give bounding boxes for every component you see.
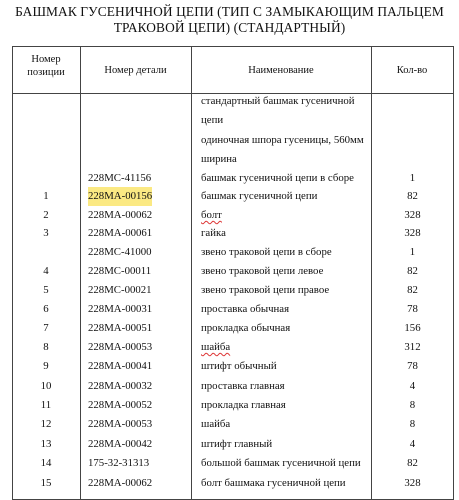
cell-qty: 4 <box>409 438 416 450</box>
cell-part-number: 228MA-00052 <box>88 399 153 411</box>
cell-position: 9 <box>43 360 49 372</box>
header-position-line2: позиции <box>27 67 65 78</box>
cell-name: звено траковой цепи правое <box>201 284 330 296</box>
cell-position: 10 <box>40 380 52 392</box>
note-line: одиночная шпора гусеницы, 560мм <box>201 134 364 146</box>
title-line-2: ТРАКОВОЙ ЦЕПИ) (СТАНДАРТНЫЙ) <box>113 20 346 35</box>
cell-qty: 8 <box>409 418 416 430</box>
cell-name: большой башмак гусеничной цепи <box>201 457 361 469</box>
cell-qty: 8 <box>409 399 416 411</box>
cell-part-number: 175-32-31313 <box>88 457 150 469</box>
cell-position: 5 <box>43 284 49 296</box>
cell-part-number: 228MA-00042 <box>88 438 153 450</box>
note-line: ширина <box>201 153 237 165</box>
cell-name: звено траковой цепи в сборе <box>201 246 332 258</box>
document-title <box>0 4 459 36</box>
cell-name: штифт обычный <box>201 360 277 372</box>
parts-table <box>12 46 454 500</box>
cell-name: шайба <box>201 418 231 430</box>
note-row <box>12 131 454 150</box>
cell-part-number: 228MA-00062 <box>88 477 153 489</box>
cell-part-number: 228MC-00021 <box>88 284 152 296</box>
cell-qty: 82 <box>407 284 418 296</box>
table-row <box>12 281 454 300</box>
cell-position: 2 <box>43 209 49 221</box>
cell-position: 4 <box>43 265 49 277</box>
cell-part-number: 228MA-00031 <box>88 303 153 315</box>
cell-part-number: 228MA-00053 <box>88 341 153 353</box>
cell-name: шайба <box>201 341 231 353</box>
table-row <box>12 169 454 188</box>
cell-qty: 328 <box>404 477 421 489</box>
cell-qty: 4 <box>409 380 416 392</box>
table-row <box>12 300 454 319</box>
cell-position: 3 <box>43 227 49 239</box>
table-row <box>12 243 454 262</box>
cell-name: прокладка обычная <box>201 322 291 334</box>
header-part-number: Номер детали <box>104 65 167 76</box>
cell-part-number-highlighted: 228MA-00156 <box>88 187 152 206</box>
cell-name: проставка главная <box>201 380 285 392</box>
cell-name: гайка <box>201 227 226 239</box>
table-row <box>12 435 454 454</box>
cell-name: башмак гусеничной цепи <box>201 190 318 202</box>
table-row <box>12 454 454 473</box>
cell-name: проставка обычная <box>201 303 290 315</box>
cell-name: звено траковой цепи левое <box>201 265 324 277</box>
cell-part-number: 228MC-41000 <box>88 246 152 258</box>
cell-name: штифт главный <box>201 438 273 450</box>
cell-qty: 312 <box>404 341 421 353</box>
table-row <box>12 224 454 243</box>
table-row <box>12 187 454 206</box>
cell-qty: 82 <box>407 265 418 277</box>
title-line-1: БАШМАК ГУСЕНИЧНОЙ ЦЕПИ (ТИП С ЗАМЫКАЮЩИМ ПАЛЬЦЕМ <box>15 4 444 19</box>
cell-position: 13 <box>40 438 52 450</box>
cell-qty: 156 <box>404 322 421 334</box>
cell-position: 6 <box>43 303 49 315</box>
cell-name: болт башмака гусеничной цепи <box>201 477 346 489</box>
cell-qty: 328 <box>404 209 421 221</box>
cell-position: 1 <box>43 190 49 202</box>
cell-part-number: 228MA-00053 <box>88 418 153 430</box>
cell-part-number: 228MC-00011 <box>88 265 152 277</box>
note-line: цепи <box>201 114 224 126</box>
cell-part-number: 228MA-00041 <box>88 360 153 372</box>
cell-position: 12 <box>40 418 52 430</box>
table-row <box>12 474 454 493</box>
table-row <box>12 396 454 415</box>
cell-qty: 82 <box>407 457 418 469</box>
header-position <box>12 53 80 79</box>
cell-position: 7 <box>43 322 49 334</box>
table-row <box>12 338 454 357</box>
cell-position: 11 <box>40 399 52 411</box>
cell-part-number: 228MC-41156 <box>88 172 152 184</box>
header-name: Наименование <box>248 65 314 76</box>
cell-qty: 78 <box>407 360 418 372</box>
table-row <box>12 262 454 281</box>
table-row <box>12 319 454 338</box>
note-row <box>12 111 454 130</box>
note-line: стандартный башмак гусеничной <box>201 95 355 107</box>
cell-name: башмак гусеничной цепи в сборе <box>201 172 354 184</box>
cell-qty: 78 <box>407 303 418 315</box>
cell-qty: 1 <box>409 172 416 184</box>
cell-qty: 82 <box>407 190 418 202</box>
cell-part-number: 228MA-00051 <box>88 322 153 334</box>
cell-name: болт <box>201 209 222 221</box>
cell-part-number: 228MA-00062 <box>88 209 153 221</box>
cell-name: прокладка главная <box>201 399 286 411</box>
table-row <box>12 357 454 376</box>
table-row <box>12 415 454 434</box>
cell-qty: 328 <box>404 227 421 239</box>
cell-part-number: 228MA-00061 <box>88 227 153 239</box>
cell-part-number: 228MA-00032 <box>88 380 153 392</box>
cell-position: 8 <box>43 341 49 353</box>
note-row <box>12 92 454 111</box>
table-row <box>12 206 454 225</box>
cell-qty: 1 <box>409 246 416 258</box>
note-row <box>12 150 454 169</box>
header-qty: Кол-во <box>396 65 428 76</box>
cell-position: 14 <box>40 457 52 469</box>
table-row <box>12 377 454 396</box>
cell-position: 15 <box>40 477 52 489</box>
header-position-line1: Номер <box>31 54 61 65</box>
